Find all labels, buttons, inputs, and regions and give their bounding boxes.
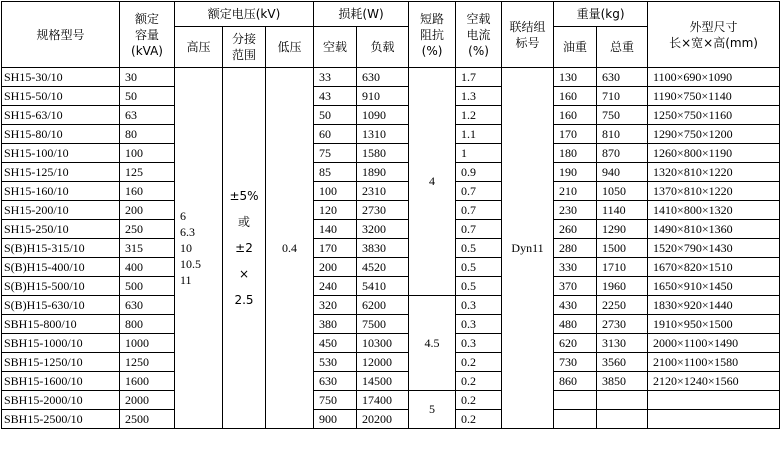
load-loss-cell: 910 bbox=[357, 87, 409, 106]
dimensions-cell: 1260×800×1190 bbox=[648, 144, 780, 163]
dimensions-cell: 1410×800×1320 bbox=[648, 201, 780, 220]
table-header bbox=[2, 2, 780, 68]
table-row bbox=[2, 182, 780, 201]
table-row bbox=[2, 163, 780, 182]
model-cell: SH15-160/10 bbox=[2, 182, 120, 201]
oil-weight-cell: 230 bbox=[554, 201, 597, 220]
header-total-weight: 总重 bbox=[597, 27, 648, 68]
no-load-loss-cell: 140 bbox=[314, 220, 357, 239]
header-capacity: 额定 容量 (kVA) bbox=[120, 2, 175, 68]
total-weight-cell: 1500 bbox=[597, 239, 648, 258]
dimensions-cell: 2120×1240×1560 bbox=[648, 372, 780, 391]
total-weight-cell: 3850 bbox=[597, 372, 648, 391]
dimensions-cell: 1320×810×1220 bbox=[648, 163, 780, 182]
no-load-loss-cell: 60 bbox=[314, 125, 357, 144]
no-load-current-cell: 0.5 bbox=[456, 258, 502, 277]
header-tap-range: 分接 范围 bbox=[223, 27, 266, 68]
load-loss-cell: 17400 bbox=[357, 391, 409, 410]
total-weight-cell: 870 bbox=[597, 144, 648, 163]
dimensions-cell: 1650×910×1450 bbox=[648, 277, 780, 296]
hv-merged-cell bbox=[175, 68, 223, 429]
total-weight-cell: 2730 bbox=[597, 315, 648, 334]
dimensions-cell: 1370×810×1220 bbox=[648, 182, 780, 201]
lv-merged-cell-text: 0.4 bbox=[282, 240, 298, 255]
oil-weight-cell: 130 bbox=[554, 68, 597, 87]
oil-weight-cell bbox=[554, 410, 597, 429]
tap-range-merged-cell-text: ±5% 或 ±2 × 2.5 bbox=[229, 189, 259, 307]
load-loss-cell: 20200 bbox=[357, 410, 409, 429]
model-cell: SH15-63/10 bbox=[2, 106, 120, 125]
capacity-cell: 1250 bbox=[120, 353, 175, 372]
total-weight-cell bbox=[597, 410, 648, 429]
dimensions-cell: 1910×950×1500 bbox=[648, 315, 780, 334]
oil-weight-cell: 260 bbox=[554, 220, 597, 239]
load-loss-cell: 6200 bbox=[357, 296, 409, 315]
no-load-current-cell: 0.5 bbox=[456, 239, 502, 258]
oil-weight-cell: 620 bbox=[554, 334, 597, 353]
total-weight-cell: 3130 bbox=[597, 334, 648, 353]
capacity-cell: 630 bbox=[120, 296, 175, 315]
no-load-current-cell: 0.2 bbox=[456, 410, 502, 429]
no-load-loss-cell: 120 bbox=[314, 201, 357, 220]
capacity-cell: 250 bbox=[120, 220, 175, 239]
model-cell: SH15-125/10 bbox=[2, 163, 120, 182]
impedance-merged-cell-text: 4.5 bbox=[424, 335, 440, 350]
model-cell: SH15-100/10 bbox=[2, 144, 120, 163]
load-loss-cell: 10300 bbox=[357, 334, 409, 353]
header-loss: 损耗(W) bbox=[314, 2, 409, 27]
model-cell: SH15-80/10 bbox=[2, 125, 120, 144]
model-cell: SBH15-1600/10 bbox=[2, 372, 120, 391]
no-load-loss-cell: 200 bbox=[314, 258, 357, 277]
table-row bbox=[2, 296, 780, 315]
capacity-cell: 2000 bbox=[120, 391, 175, 410]
dimensions-cell: 1290×750×1200 bbox=[648, 125, 780, 144]
header-dimensions: 外型尺寸 长×宽×高(mm) bbox=[648, 2, 780, 68]
no-load-current-cell: 0.9 bbox=[456, 163, 502, 182]
header-no-load-current: 空载 电流 (%) bbox=[456, 2, 502, 68]
capacity-cell: 2500 bbox=[120, 410, 175, 429]
load-loss-cell: 5410 bbox=[357, 277, 409, 296]
no-load-loss-cell: 100 bbox=[314, 182, 357, 201]
capacity-cell: 315 bbox=[120, 239, 175, 258]
header-model: 规格型号 bbox=[2, 2, 120, 68]
dimensions-cell bbox=[648, 391, 780, 410]
oil-weight-cell bbox=[554, 391, 597, 410]
total-weight-cell: 1140 bbox=[597, 201, 648, 220]
total-weight-cell: 1710 bbox=[597, 258, 648, 277]
model-cell: SBH15-2500/10 bbox=[2, 410, 120, 429]
table-row bbox=[2, 239, 780, 258]
no-load-current-cell: 1.7 bbox=[456, 68, 502, 87]
load-loss-cell: 1090 bbox=[357, 106, 409, 125]
capacity-cell: 100 bbox=[120, 144, 175, 163]
no-load-loss-cell: 240 bbox=[314, 277, 357, 296]
dimensions-cell: 1250×750×1160 bbox=[648, 106, 780, 125]
model-cell: SBH15-800/10 bbox=[2, 315, 120, 334]
table-row bbox=[2, 372, 780, 391]
no-load-loss-cell: 320 bbox=[314, 296, 357, 315]
capacity-cell: 800 bbox=[120, 315, 175, 334]
no-load-current-cell: 1.1 bbox=[456, 125, 502, 144]
no-load-current-cell: 1 bbox=[456, 144, 502, 163]
no-load-current-cell: 0.3 bbox=[456, 334, 502, 353]
no-load-loss-cell: 900 bbox=[314, 410, 357, 429]
load-loss-cell: 2730 bbox=[357, 201, 409, 220]
model-cell: SBH15-1250/10 bbox=[2, 353, 120, 372]
dimensions-cell: 2100×1100×1580 bbox=[648, 353, 780, 372]
impedance-merged-cell bbox=[409, 391, 456, 429]
capacity-cell: 1600 bbox=[120, 372, 175, 391]
table-row bbox=[2, 410, 780, 429]
oil-weight-cell: 160 bbox=[554, 87, 597, 106]
load-loss-cell: 12000 bbox=[357, 353, 409, 372]
load-loss-cell: 4520 bbox=[357, 258, 409, 277]
oil-weight-cell: 280 bbox=[554, 239, 597, 258]
impedance-merged-cell bbox=[409, 68, 456, 296]
table-row bbox=[2, 391, 780, 410]
table-row bbox=[2, 277, 780, 296]
header-impedance: 短路 阻抗 (%) bbox=[409, 2, 456, 68]
no-load-loss-cell: 380 bbox=[314, 315, 357, 334]
header-oil-weight: 油重 bbox=[554, 27, 597, 68]
model-cell: SBH15-2000/10 bbox=[2, 391, 120, 410]
lv-merged-cell bbox=[266, 68, 314, 429]
total-weight-cell: 3560 bbox=[597, 353, 648, 372]
no-load-current-cell: 0.3 bbox=[456, 296, 502, 315]
no-load-current-cell: 0.5 bbox=[456, 277, 502, 296]
model-cell: SH15-30/10 bbox=[2, 68, 120, 87]
no-load-loss-cell: 43 bbox=[314, 87, 357, 106]
capacity-cell: 160 bbox=[120, 182, 175, 201]
capacity-cell: 1000 bbox=[120, 334, 175, 353]
no-load-current-cell: 0.2 bbox=[456, 391, 502, 410]
model-cell: SH15-200/10 bbox=[2, 201, 120, 220]
load-loss-cell: 14500 bbox=[357, 372, 409, 391]
dimensions-cell: 1670×820×1510 bbox=[648, 258, 780, 277]
model-cell: SBH15-1000/10 bbox=[2, 334, 120, 353]
no-load-loss-cell: 85 bbox=[314, 163, 357, 182]
dimensions-cell: 1830×920×1440 bbox=[648, 296, 780, 315]
hv-merged-cell-text: 6 6.3 10 10.5 11 bbox=[180, 209, 201, 287]
total-weight-cell: 1050 bbox=[597, 182, 648, 201]
load-loss-cell: 3830 bbox=[357, 239, 409, 258]
oil-weight-cell: 430 bbox=[554, 296, 597, 315]
no-load-loss-cell: 630 bbox=[314, 372, 357, 391]
load-loss-cell: 3200 bbox=[357, 220, 409, 239]
header-load-loss: 负载 bbox=[357, 27, 409, 68]
table-body bbox=[2, 68, 780, 429]
impedance-merged-cell-text: 5 bbox=[429, 402, 436, 416]
no-load-loss-cell: 50 bbox=[314, 106, 357, 125]
total-weight-cell: 750 bbox=[597, 106, 648, 125]
header-vector-group: 联结组 标号 bbox=[502, 2, 554, 68]
header-rated-voltage: 额定电压(kV) bbox=[175, 2, 314, 27]
capacity-cell: 50 bbox=[120, 87, 175, 106]
header-hv: 高压 bbox=[175, 27, 223, 68]
capacity-cell: 125 bbox=[120, 163, 175, 182]
dimensions-cell: 1190×750×1140 bbox=[648, 87, 780, 106]
capacity-cell: 30 bbox=[120, 68, 175, 87]
header-weight: 重量(kg) bbox=[554, 2, 648, 27]
tap-range-merged-cell bbox=[223, 68, 266, 429]
total-weight-cell: 810 bbox=[597, 125, 648, 144]
dimensions-cell bbox=[648, 410, 780, 429]
table-row bbox=[2, 144, 780, 163]
table-row bbox=[2, 315, 780, 334]
dimensions-cell: 1490×810×1360 bbox=[648, 220, 780, 239]
total-weight-cell: 1290 bbox=[597, 220, 648, 239]
no-load-current-cell: 0.2 bbox=[456, 353, 502, 372]
model-cell: S(B)H15-630/10 bbox=[2, 296, 120, 315]
load-loss-cell: 1310 bbox=[357, 125, 409, 144]
oil-weight-cell: 330 bbox=[554, 258, 597, 277]
oil-weight-cell: 180 bbox=[554, 144, 597, 163]
total-weight-cell: 710 bbox=[597, 87, 648, 106]
table-row bbox=[2, 106, 780, 125]
no-load-loss-cell: 170 bbox=[314, 239, 357, 258]
impedance-merged-cell bbox=[409, 296, 456, 391]
no-load-current-cell: 1.2 bbox=[456, 106, 502, 125]
no-load-loss-cell: 530 bbox=[314, 353, 357, 372]
table-row bbox=[2, 87, 780, 106]
load-loss-cell: 2310 bbox=[357, 182, 409, 201]
table-row bbox=[2, 201, 780, 220]
table-row bbox=[2, 353, 780, 372]
dimensions-cell: 1100×690×1090 bbox=[648, 68, 780, 87]
total-weight-cell: 1960 bbox=[597, 277, 648, 296]
no-load-loss-cell: 450 bbox=[314, 334, 357, 353]
total-weight-cell: 940 bbox=[597, 163, 648, 182]
model-cell: SH15-250/10 bbox=[2, 220, 120, 239]
table-row bbox=[2, 68, 780, 87]
capacity-cell: 500 bbox=[120, 277, 175, 296]
model-cell: SH15-50/10 bbox=[2, 87, 120, 106]
oil-weight-cell: 160 bbox=[554, 106, 597, 125]
load-loss-cell: 1890 bbox=[357, 163, 409, 182]
impedance-merged-cell-text: 4 bbox=[429, 174, 436, 188]
no-load-loss-cell: 33 bbox=[314, 68, 357, 87]
header-no-load-loss: 空载 bbox=[314, 27, 357, 68]
capacity-cell: 200 bbox=[120, 201, 175, 220]
oil-weight-cell: 860 bbox=[554, 372, 597, 391]
no-load-current-cell: 0.3 bbox=[456, 315, 502, 334]
total-weight-cell bbox=[597, 391, 648, 410]
total-weight-cell: 2250 bbox=[597, 296, 648, 315]
no-load-loss-cell: 75 bbox=[314, 144, 357, 163]
load-loss-cell: 7500 bbox=[357, 315, 409, 334]
dimensions-cell: 2000×1100×1490 bbox=[648, 334, 780, 353]
no-load-current-cell: 0.7 bbox=[456, 201, 502, 220]
capacity-cell: 400 bbox=[120, 258, 175, 277]
dimensions-cell: 1520×790×1430 bbox=[648, 239, 780, 258]
table-row bbox=[2, 125, 780, 144]
model-cell: S(B)H15-400/10 bbox=[2, 258, 120, 277]
no-load-current-cell: 0.2 bbox=[456, 372, 502, 391]
oil-weight-cell: 370 bbox=[554, 277, 597, 296]
no-load-current-cell: 0.7 bbox=[456, 220, 502, 239]
capacity-cell: 80 bbox=[120, 125, 175, 144]
vector-group-merged-cell-text: Dyn11 bbox=[511, 240, 544, 255]
transformer-spec-table bbox=[1, 1, 780, 429]
capacity-cell: 63 bbox=[120, 106, 175, 125]
oil-weight-cell: 190 bbox=[554, 163, 597, 182]
oil-weight-cell: 170 bbox=[554, 125, 597, 144]
table-row bbox=[2, 220, 780, 239]
table-row bbox=[2, 334, 780, 353]
vector-group-merged-cell bbox=[502, 68, 554, 429]
model-cell: S(B)H15-315/10 bbox=[2, 239, 120, 258]
oil-weight-cell: 210 bbox=[554, 182, 597, 201]
header-lv: 低压 bbox=[266, 27, 314, 68]
oil-weight-cell: 730 bbox=[554, 353, 597, 372]
load-loss-cell: 1580 bbox=[357, 144, 409, 163]
load-loss-cell: 630 bbox=[357, 68, 409, 87]
oil-weight-cell: 480 bbox=[554, 315, 597, 334]
no-load-loss-cell: 750 bbox=[314, 391, 357, 410]
model-cell: S(B)H15-500/10 bbox=[2, 277, 120, 296]
no-load-current-cell: 0.7 bbox=[456, 182, 502, 201]
table-row bbox=[2, 258, 780, 277]
total-weight-cell: 630 bbox=[597, 68, 648, 87]
no-load-current-cell: 1.3 bbox=[456, 87, 502, 106]
